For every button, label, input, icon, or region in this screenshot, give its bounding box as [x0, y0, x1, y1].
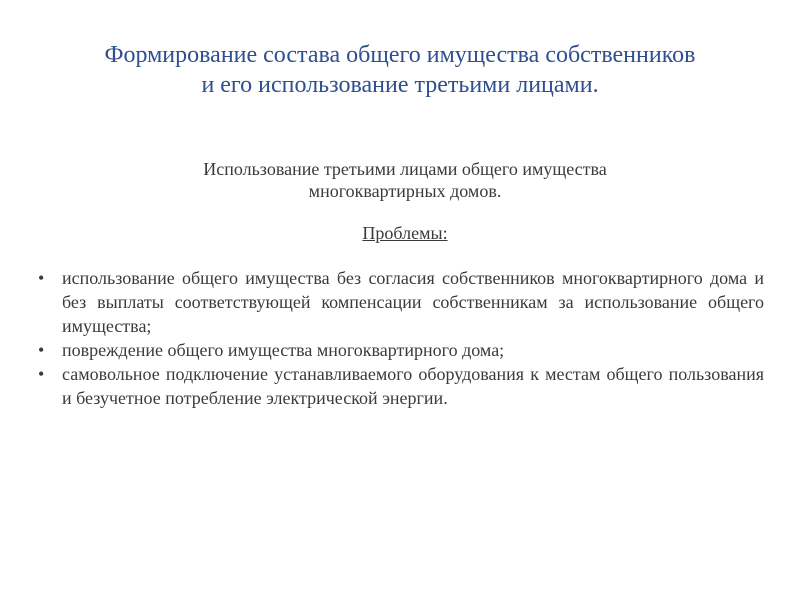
slide-subtitle-line-1: Использование третьими лицами общего имущества: [203, 159, 607, 179]
bullet-icon: •: [38, 364, 45, 384]
problem-text: повреждение общего имущества многоквартирного дома;: [62, 340, 505, 360]
slide-subtitle-line-2: многоквартирных домов.: [308, 181, 502, 201]
problem-text: самовольное подключение устанавливаемого оборудования к местам общего пользования и безучетное потребление электрической энергии.: [62, 364, 764, 408]
slide-title-line-1: Формирование состава общего имущества собственников: [104, 42, 696, 68]
problems-heading: Проблемы:: [362, 223, 448, 243]
slide-subtitle: [100, 158, 710, 202]
bullet-icon: •: [38, 268, 45, 288]
slide-title: [40, 40, 760, 100]
problem-list-item: [38, 362, 764, 410]
problem-list-item: [38, 338, 764, 362]
slide-title-line-2: и его использование третьими лицами.: [201, 72, 599, 98]
bullet-icon: •: [38, 340, 45, 360]
problem-list-item: [38, 266, 764, 338]
problem-text: использование общего имущества без согласия собственников многоквартирного дома и без выплаты соответствующей компенсации собственникам за использование общего имущества;: [62, 268, 764, 336]
problems-list: [38, 266, 764, 410]
